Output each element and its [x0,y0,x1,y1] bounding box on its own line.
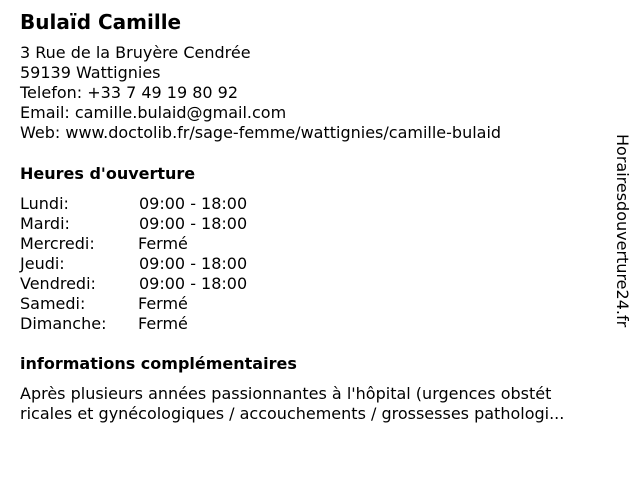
address-street: 3 Rue de la Bruyère Cendrée [20,43,251,62]
hours-day: Mercredi: [20,234,95,253]
watermark-text: Horairesdouverture24.fr [613,134,632,328]
additional-info-line: ricales et gynécologiques / accouchements / grossesses pathologi... [20,404,565,423]
contact-block [20,43,501,143]
phone-number: Telefon: +33 7 49 19 80 92 [20,83,239,102]
hours-time: 09:00 - 18:00 [139,214,248,233]
business-name: Bulaïd Camille [20,10,182,34]
website-url: Web: www.doctolib.fr/sage-femme/wattignies/camille-bulaid [20,123,502,142]
hours-day: Jeudi: [20,254,65,273]
additional-info-line: Après plusieurs années passionnantes à l'hôpital (urgences obstét [20,384,552,403]
hours-day: Vendredi: [20,274,96,293]
hours-day: Lundi: [20,194,69,213]
hours-time: Fermé [138,234,188,253]
additional-info-title: informations complémentaires [20,354,297,373]
hours-time: 09:00 - 18:00 [139,254,248,273]
hours-time: 09:00 - 18:00 [139,194,248,213]
hours-day: Dimanche: [20,314,107,333]
hours-time: Fermé [138,294,188,313]
watermark [612,134,632,374]
additional-info-text [20,384,620,424]
opening-hours-title: Heures d'ouverture [20,164,196,183]
hours-day: Samedi: [20,294,86,313]
hours-time: Fermé [138,314,188,333]
address-city: 59139 Wattignies [20,63,161,82]
hours-time: 09:00 - 18:00 [139,274,248,293]
hours-day: Mardi: [20,214,70,233]
email-address: Email: camille.bulaid@gmail.com [20,103,287,122]
